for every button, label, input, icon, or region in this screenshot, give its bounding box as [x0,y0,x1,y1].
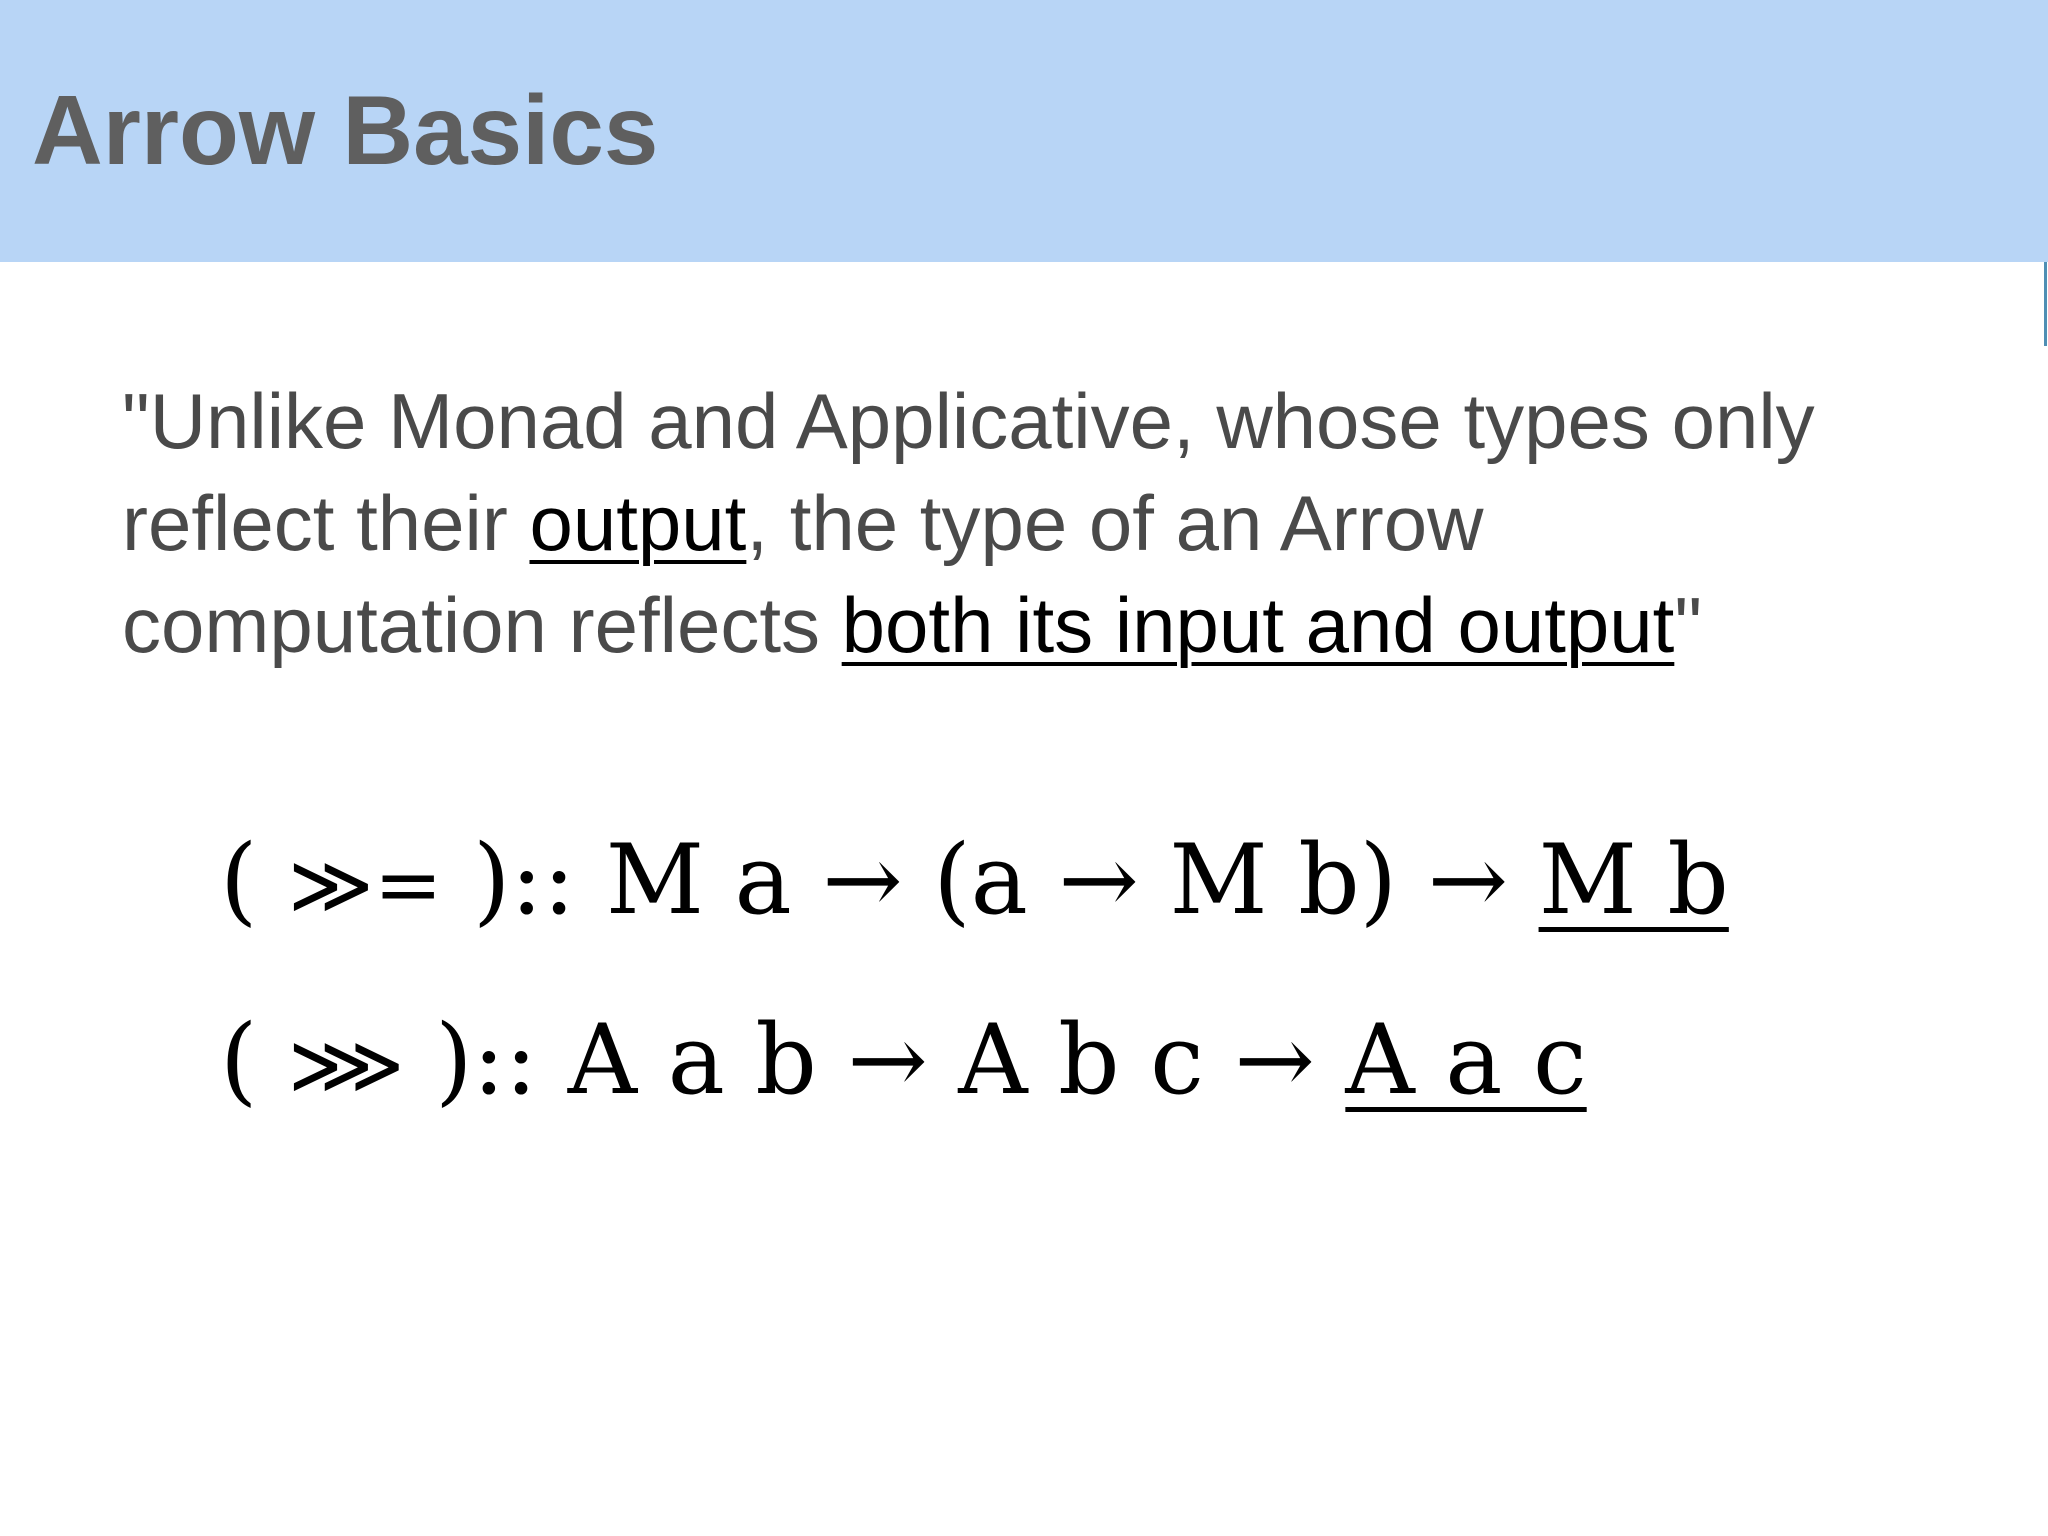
compose-result-type: A a c [1345,1004,1587,1116]
slide-title: Arrow Basics [32,75,659,185]
quote-line-2-end: , the type of an Arrow [746,479,1484,567]
quote-line-1: "Unlike Monad and Applicative, whose types only [122,377,1815,465]
monad-bind-signature [220,815,1729,951]
quote-closing-mark: " [1674,581,1703,669]
arrow-quote [122,370,2022,676]
bind-result-type: M b [1538,824,1729,936]
quote-line-3-start: computation reflects [122,581,842,669]
bind-open-paren: ( [220,824,258,936]
quote-emphasis-input-output: both its input and output [841,581,1675,669]
bind-operator: ≫= [287,838,443,933]
bind-type-signature: ):: M a → (a → M b) → [442,824,1539,936]
quote-emphasis-output: output [529,479,747,567]
arrow-compose-signature [220,995,1587,1131]
compose-operator: ⋙ [287,1018,405,1113]
compose-type-signature: ):: A a b → A b c → [404,1004,1346,1116]
compose-open-paren: ( [220,1004,258,1116]
quote-line-2-start: reflect their [122,479,530,567]
slide-edge-line [2044,262,2047,346]
